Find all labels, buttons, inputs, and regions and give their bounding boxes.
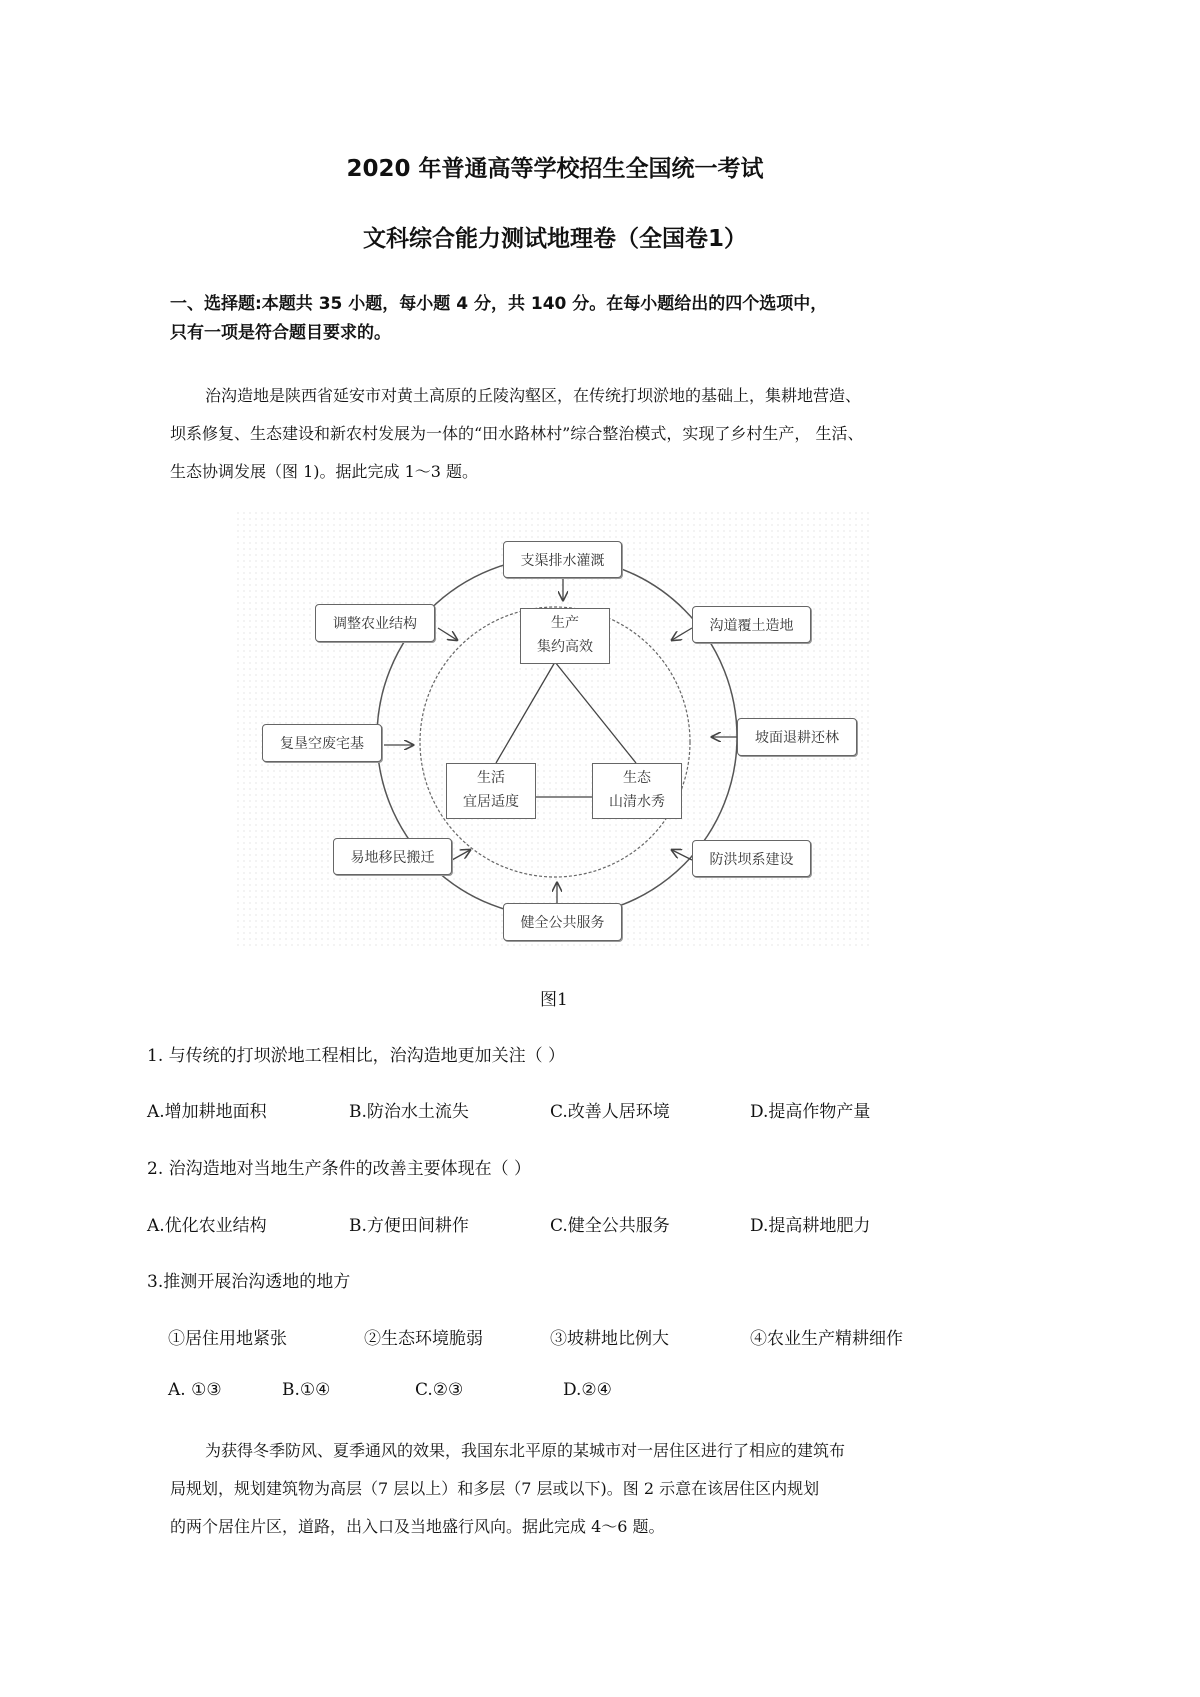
passage2-line: 的两个居住片区，道路，出入口及当地盛行风向。据此完成 4～6 题。 xyxy=(170,1517,665,1536)
arrow xyxy=(672,850,692,860)
section-heading: 一、选择题:本题共 35 小题，每小题 4 分，共 140 分。在每小题给出的四个选项中， xyxy=(170,294,828,314)
q3-option-a: A. ①③ xyxy=(168,1380,222,1400)
q2-option-c: C.健全公共服务 xyxy=(550,1216,670,1236)
q2-option-a: A.优化农业结构 xyxy=(147,1216,267,1236)
q3-item-3: ③坡耕地比例大 xyxy=(550,1329,669,1349)
q1-option-c: C.改善人居环境 xyxy=(550,1102,670,1122)
passage1-line: 坝系修复、生态建设和新农村发展为一体的“田水路林村”综合整治模式，实现了乡村生产， 生活、 xyxy=(170,424,864,443)
node-relocation: 易地移民搬迁 xyxy=(333,838,452,875)
passage1-line: 生态协调发展（图 1)。据此完成 1～3 题。 xyxy=(170,462,479,481)
node-production xyxy=(520,608,610,664)
question-1-stem: 1. 与传统的打坝淤地工程相比，治沟造地更加关注（ ） xyxy=(147,1046,566,1066)
arrow xyxy=(672,628,692,640)
q1-option-a: A.增加耕地面积 xyxy=(147,1102,267,1122)
triangle-edge xyxy=(555,662,636,763)
passage1-line: 治沟造地是陕西省延安市对黄土高原的丘陵沟壑区，在传统打坝淤地的基础上，集耕地营造、 xyxy=(205,386,862,405)
question-3-stem: 3.推测开展治沟透地的地方 xyxy=(147,1272,351,1292)
passage2-line: 为获得冬季防风、夏季通风的效果，我国东北平原的某城市对一居住区进行了相应的建筑布 xyxy=(205,1441,846,1460)
node-desc: 集约高效 xyxy=(537,639,593,655)
q3-option-c: C.②③ xyxy=(415,1380,464,1400)
q3-item-4: ④农业生产精耕细作 xyxy=(750,1329,903,1349)
section-heading-cont: 只有一项是符合题目要求的。 xyxy=(170,323,391,343)
q3-item-1: ①居住用地紧张 xyxy=(168,1329,287,1349)
node-reclaim-homestead: 复垦空废宅基 xyxy=(262,724,382,762)
node-flood-dam: 防洪坝系建设 xyxy=(692,840,811,877)
passage2-line: 局规划，规划建筑物为高层（7 层以上）和多层（7 层或以下)。图 2 示意在该居住区内规划 xyxy=(170,1479,820,1498)
triangle-edge xyxy=(496,662,555,763)
node-desc: 宜居适度 xyxy=(463,794,519,810)
node-title: 生产 xyxy=(551,615,579,631)
q1-option-b: B.防治水土流失 xyxy=(349,1102,469,1122)
figure-1-diagram xyxy=(235,510,870,950)
arrow xyxy=(438,628,457,640)
node-public-service: 健全公共服务 xyxy=(503,903,622,941)
node-gully-land: 沟道覆土造地 xyxy=(692,606,811,643)
node-living xyxy=(446,763,536,819)
node-title: 生活 xyxy=(477,770,505,786)
node-agri-structure: 调整农业结构 xyxy=(315,604,435,642)
q3-option-d: D.②④ xyxy=(563,1380,612,1400)
exam-subtitle: 文科综合能力测试地理卷（全国卷1） xyxy=(362,226,747,252)
question-2-stem: 2. 治沟造地对当地生产条件的改善主要体现在（ ） xyxy=(147,1159,532,1179)
figure-caption: 图1 xyxy=(540,990,568,1010)
q2-option-d: D.提高耕地肥力 xyxy=(750,1216,871,1236)
exam-title: 2020 年普通高等学校招生全国统一考试 xyxy=(346,156,764,182)
q3-option-b: B.①④ xyxy=(282,1380,331,1400)
node-ecology xyxy=(592,763,682,819)
node-irrigation: 支渠排水灌溉 xyxy=(503,541,622,578)
node-desc: 山清水秀 xyxy=(609,794,665,810)
q1-option-d: D.提高作物产量 xyxy=(750,1102,871,1122)
node-reforestation: 坡面退耕还林 xyxy=(737,718,857,756)
arrow xyxy=(452,850,470,860)
q3-item-2: ②生态环境脆弱 xyxy=(364,1329,483,1349)
q2-option-b: B.方便田间耕作 xyxy=(349,1216,469,1236)
node-title: 生态 xyxy=(623,770,651,786)
